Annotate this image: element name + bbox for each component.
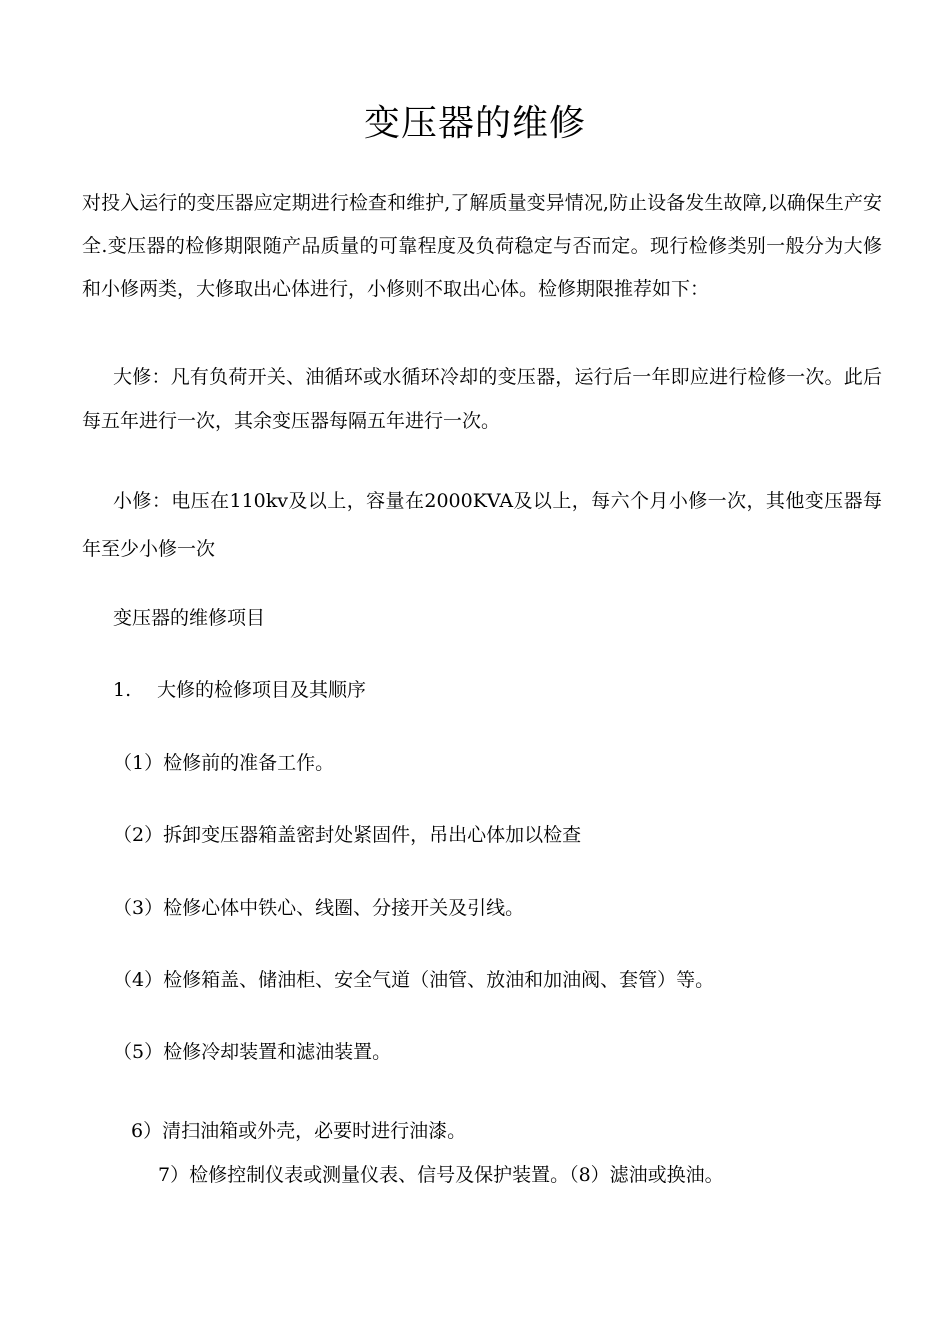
list-heading-text: 大修的检修项目及其顺序 [157, 679, 367, 701]
repair-items-heading: 变压器的维修项目 [113, 607, 266, 629]
repair-step-5: （5）检修冷却装置和滤油装置。 [113, 1041, 392, 1063]
repair-step-6: 6）清扫油箱或外壳，必要时进行油漆。 [131, 1120, 467, 1142]
major-repair-list-heading [113, 675, 366, 705]
major-repair-paragraph: 大修：凡有负荷开关、油循环或水循环冷却的变压器，运行后一年即应进行检修一次。此后每五年进行一次，其余变压器每隔五年进行一次。 [82, 366, 882, 432]
repair-step-7-8: 7）检修控制仪表或测量仪表、信号及保护装置。（8）滤油或换油。 [158, 1164, 724, 1186]
repair-step-2: （2）拆卸变压器箱盖密封处紧固件，吊出心体加以检查 [113, 824, 582, 846]
repair-step-3: （3）检修心体中铁心、线圈、分接开关及引线。 [113, 897, 525, 919]
intro-paragraph: 对投入运行的变压器应定期进行检查和维护,了解质量变异情况,防止设备发生故障,以确保生产安全.变压器的检修期限随产品质量的可靠程度及负荷稳定与否而定。现行检修类别一般分为大修和小修两类，大修取出心体进行，小修则不取出心体。检修期限推荐如下： [82, 192, 882, 300]
repair-step-4: （4）检修箱盖、储油柜、安全气道（油管、放油和加油阀、套管）等。 [113, 969, 715, 991]
list-number: 1. [113, 679, 132, 701]
minor-repair-paragraph: 小修：电压在110kv及以上，容量在2000KVA及以上，每六个月小修一次，其他变压器每年至少小修一次 [82, 490, 882, 560]
repair-step-1: （1）检修前的准备工作。 [113, 752, 335, 774]
document-title: 变压器的维修 [363, 103, 586, 144]
